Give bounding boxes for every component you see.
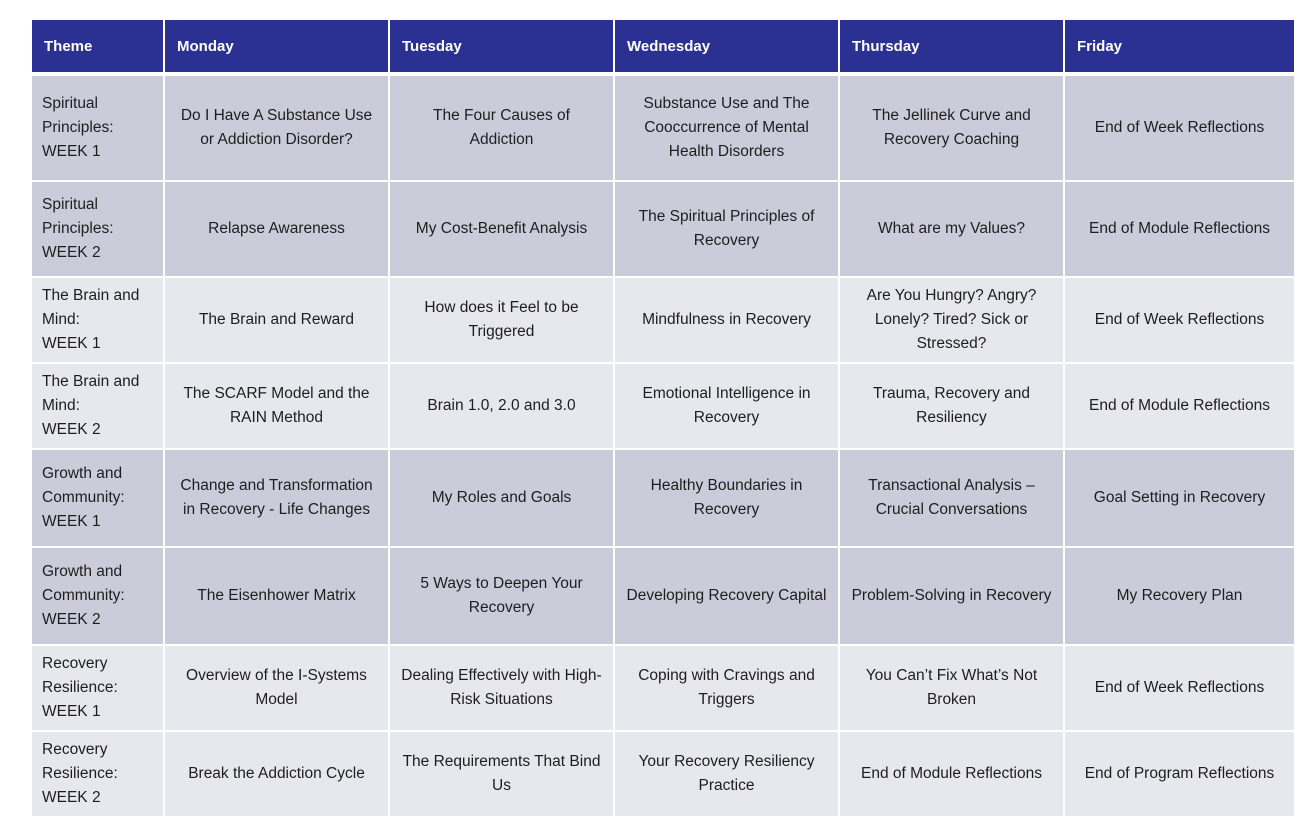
table-row: [32, 732, 1294, 818]
monday-cell: Change and Transformation in Recovery - Life Changes: [165, 450, 390, 548]
thursday-cell: Are You Hungry? Angry? Lonely? Tired? Sick or Stressed?: [840, 278, 1065, 364]
thursday-cell: Transactional Analysis – Crucial Conversations: [840, 450, 1065, 548]
thursday-cell: What are my Values?: [840, 182, 1065, 278]
friday-cell: End of Program Reflections: [1065, 732, 1294, 818]
theme-line: WEEK 1: [42, 513, 101, 530]
theme-line: Mind:: [42, 397, 80, 414]
theme-line: WEEK 1: [42, 335, 101, 352]
theme-line: Resilience:: [42, 765, 118, 782]
wednesday-cell: Emotional Intelligence in Recovery: [615, 364, 840, 450]
wednesday-cell: Your Recovery Resiliency Practice: [615, 732, 840, 818]
monday-cell: Break the Addiction Cycle: [165, 732, 390, 818]
theme-line: Resilience:: [42, 679, 118, 696]
theme-line: Growth and: [42, 465, 123, 482]
wednesday-cell: Substance Use and The Cooccurrence of Mental Health Disorders: [615, 76, 840, 182]
thursday-cell: Trauma, Recovery and Resiliency: [840, 364, 1065, 450]
header-friday: Friday: [1065, 20, 1294, 76]
theme-cell: [32, 450, 165, 548]
thursday-cell: The Jellinek Curve and Recovery Coaching: [840, 76, 1065, 182]
monday-cell: The Brain and Reward: [165, 278, 390, 364]
tuesday-cell: 5 Ways to Deepen Your Recovery: [390, 548, 615, 646]
theme-cell: [32, 182, 165, 278]
theme-line: Spiritual: [42, 95, 98, 112]
tuesday-cell: Brain 1.0, 2.0 and 3.0: [390, 364, 615, 450]
tuesday-cell: My Cost-Benefit Analysis: [390, 182, 615, 278]
theme-line: WEEK 2: [42, 611, 101, 628]
theme-line: Recovery: [42, 741, 108, 758]
theme-line: WEEK 2: [42, 421, 101, 438]
tuesday-cell: My Roles and Goals: [390, 450, 615, 548]
friday-cell: End of Module Reflections: [1065, 364, 1294, 450]
header-monday: Monday: [165, 20, 390, 76]
monday-cell: The Eisenhower Matrix: [165, 548, 390, 646]
friday-cell: Goal Setting in Recovery: [1065, 450, 1294, 548]
thursday-cell: Problem-Solving in Recovery: [840, 548, 1065, 646]
monday-cell: Overview of the I-Systems Model: [165, 646, 390, 732]
tuesday-cell: Dealing Effectively with High-Risk Situations: [390, 646, 615, 732]
monday-cell: The SCARF Model and the RAIN Method: [165, 364, 390, 450]
table-row: [32, 646, 1294, 732]
thursday-cell: End of Module Reflections: [840, 732, 1065, 818]
theme-line: WEEK 2: [42, 244, 101, 261]
thursday-cell: You Can’t Fix What’s Not Broken: [840, 646, 1065, 732]
table-row: [32, 182, 1294, 278]
theme-line: The Brain and: [42, 287, 140, 304]
theme-cell: [32, 646, 165, 732]
theme-line: Mind:: [42, 311, 80, 328]
friday-cell: My Recovery Plan: [1065, 548, 1294, 646]
wednesday-cell: Mindfulness in Recovery: [615, 278, 840, 364]
table-row: [32, 364, 1294, 450]
theme-cell: [32, 732, 165, 818]
theme-cell: [32, 278, 165, 364]
header-row: [32, 20, 1294, 76]
table-row: [32, 278, 1294, 364]
theme-cell: [32, 76, 165, 182]
table-row: [32, 76, 1294, 182]
weekly-schedule-table: [32, 20, 1294, 818]
wednesday-cell: Coping with Cravings and Triggers: [615, 646, 840, 732]
friday-cell: End of Week Reflections: [1065, 76, 1294, 182]
monday-cell: Relapse Awareness: [165, 182, 390, 278]
theme-line: WEEK 2: [42, 789, 101, 806]
tuesday-cell: The Four Causes of Addiction: [390, 76, 615, 182]
table-row: [32, 548, 1294, 646]
tuesday-cell: The Requirements That Bind Us: [390, 732, 615, 818]
friday-cell: End of Module Reflections: [1065, 182, 1294, 278]
theme-line: The Brain and: [42, 373, 140, 390]
wednesday-cell: The Spiritual Principles of Recovery: [615, 182, 840, 278]
friday-cell: End of Week Reflections: [1065, 278, 1294, 364]
header-tuesday: Tuesday: [390, 20, 615, 76]
monday-cell: Do I Have A Substance Use or Addiction Disorder?: [165, 76, 390, 182]
table-row: [32, 450, 1294, 548]
theme-cell: [32, 364, 165, 450]
tuesday-cell: How does it Feel to be Triggered: [390, 278, 615, 364]
theme-line: Spiritual: [42, 196, 98, 213]
wednesday-cell: Developing Recovery Capital: [615, 548, 840, 646]
theme-line: WEEK 1: [42, 703, 101, 720]
theme-line: Community:: [42, 489, 125, 506]
header-theme: Theme: [32, 20, 165, 76]
theme-cell: [32, 548, 165, 646]
friday-cell: End of Week Reflections: [1065, 646, 1294, 732]
header-wednesday: Wednesday: [615, 20, 840, 76]
theme-line: Principles:: [42, 220, 114, 237]
theme-line: Recovery: [42, 655, 108, 672]
header-thursday: Thursday: [840, 20, 1065, 76]
theme-line: Community:: [42, 587, 125, 604]
theme-line: Principles:: [42, 119, 114, 136]
wednesday-cell: Healthy Boundaries in Recovery: [615, 450, 840, 548]
theme-line: WEEK 1: [42, 143, 101, 160]
theme-line: Growth and: [42, 563, 123, 580]
